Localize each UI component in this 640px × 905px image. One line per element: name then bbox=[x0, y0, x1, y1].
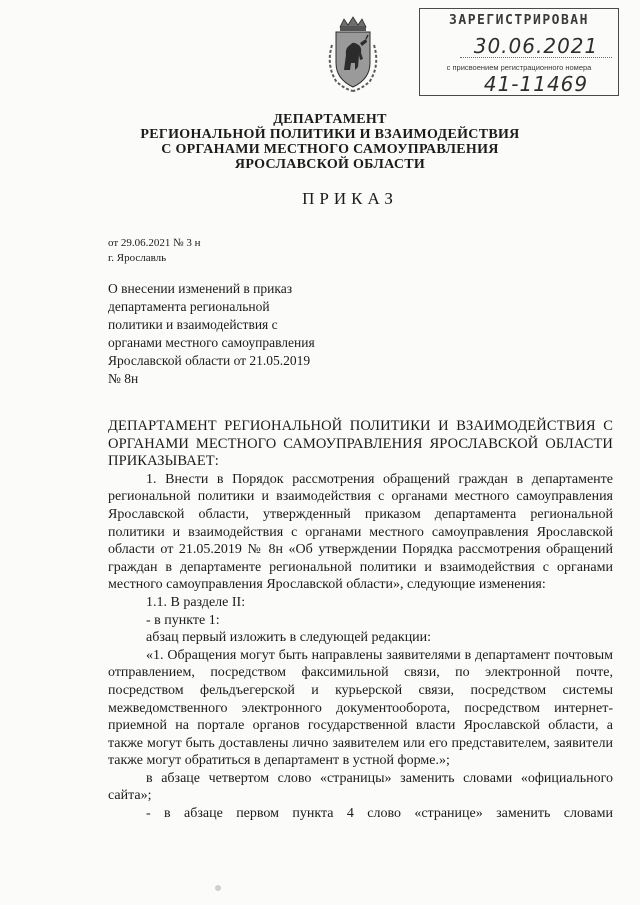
registration-stamp bbox=[419, 8, 619, 96]
header-line: С ОРГАНАМИ МЕСТНОГО САМОУПРАВЛЕНИЯ bbox=[161, 142, 499, 157]
paragraph: - в абзаце первом пункта 4 слово «странице» заменить словами bbox=[146, 806, 613, 822]
coat-of-arms-icon bbox=[322, 15, 384, 95]
department-header bbox=[130, 112, 530, 172]
document-body bbox=[108, 418, 613, 823]
stamp-number: 41-11469 bbox=[483, 72, 589, 96]
paragraph: 1. Внести в Порядок рассмотрения обращений граждан в департаменте региональной политики и взаимодействия с органами местного самоуправления Ярославской области, утвержденный приказом департамента региональной политики и взаимодействия с органами местного самоуправления Ярославской области от 21.05.2019 № 8н «Об утверждении Порядка рассмотрения обращений граждан в департаменте региональной политики и взаимодействия с органами местного самоуправления Ярославской области», следующие изменения: bbox=[108, 471, 613, 593]
paragraph: «1. Обращения могут быть направлены заявителями в департамент почтовым отправлением, посредством факсимильной связи, по электронной почте, посредством фельдъегерской и курьерской связи, посредством системы межведомственного электронного документооборота, посредством интернет-приемной на портале органов государственной власти Ярославской области, а также могут быть доставлены лично заявителем или его представителем, заявители также могут обратиться в департамент в устной форме.»; bbox=[108, 647, 613, 769]
paragraph: в абзаце четвертом слово «страницы» заменить словами «официального сайта»; bbox=[108, 770, 613, 804]
stamp-title: ЗАРЕГИСТРИРОВАН bbox=[449, 13, 589, 28]
document-subject: О внесении изменений в приказ департамента региональной политики и взаимодействия с органами местного самоуправления Ярославской области от 21.05.2019 № 8н bbox=[108, 281, 315, 386]
header-line: ЯРОСЛАВСКОЙ ОБЛАСТИ bbox=[234, 157, 426, 172]
stamp-caption: с присвоением регистрационного номера bbox=[446, 63, 592, 72]
scan-dot bbox=[215, 885, 221, 891]
header-line: ДЕПАРТАМЕНТ bbox=[273, 112, 387, 127]
order-preamble: ДЕПАРТАМЕНТ РЕГИОНАЛЬНОЙ ПОЛИТИКИ И ВЗАИМОДЕЙСТВИЯ С ОРГАНАМИ МЕСТНОГО САМОУПРАВЛЕНИЯ ЯРОСЛАВСКОЙ ОБЛАСТИ ПРИКАЗЫВАЕТ: bbox=[108, 418, 613, 470]
stamp-date: 30.06.2021 bbox=[460, 35, 612, 58]
paragraph: абзац первый изложить в следующей редакции: bbox=[146, 630, 432, 646]
document-meta bbox=[108, 236, 201, 266]
header-line: РЕГИОНАЛЬНОЙ ПОЛИТИКИ И ВЗАИМОДЕЙСТВИЯ bbox=[140, 127, 520, 142]
document-date-number: от 29.06.2021 № 3 н bbox=[108, 237, 201, 249]
document-type: ПРИКАЗ bbox=[302, 189, 398, 208]
paragraph: - в пункте 1: bbox=[146, 612, 220, 628]
paragraph: 1.1. В разделе II: bbox=[146, 594, 246, 610]
document-city: г. Ярославль bbox=[108, 252, 167, 264]
